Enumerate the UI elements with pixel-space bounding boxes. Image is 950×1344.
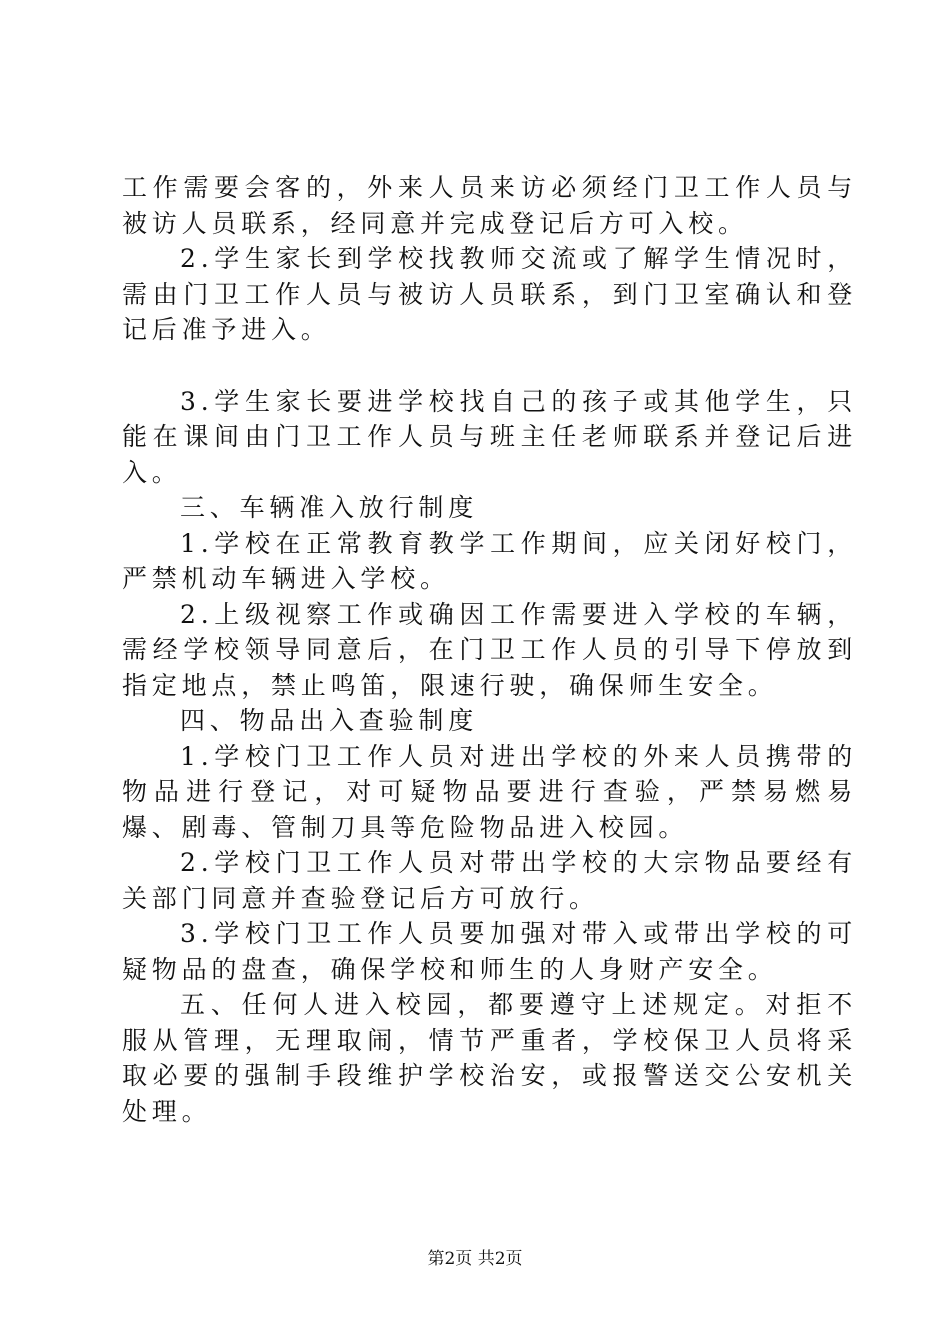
paragraph-items-3: 3.学校门卫工作人员要加强对带入或带出学校的可疑物品的盘查，确保学校和师生的人身财产安全。: [122, 919, 857, 984]
section-heading-items: 四、物品出入查验制度: [180, 706, 479, 735]
paragraph-parent-visit: 2.学生家长到学校找教师交流或了解学生情况时，需由门卫工作人员与被访人员联系，到门卫室确认和登记后准予进入。: [122, 244, 857, 344]
paragraph-continued: 工作需要会客的，外来人员来访必须经门卫工作人员与被访人员联系，经同意并完成登记后方可入校。: [122, 173, 857, 238]
paragraph-general-rule: 五、任何人进入校园，都要遵守上述规定。对拒不服从管理，无理取闹，情节严重者，学校保卫人员将采取必要的强制手段维护学校治安，或报警送交公安机关处理。: [122, 990, 857, 1126]
section-heading-vehicles: 三、车辆准入放行制度: [180, 493, 479, 522]
paragraph-vehicles-1: 1.学校在正常教育教学工作期间，应关闭好校门，严禁机动车辆进入学校。: [122, 528, 857, 593]
document-body: [122, 170, 857, 1129]
paragraph-items-1: 1.学校门卫工作人员对进出学校的外来人员携带的物品进行登记，对可疑物品要进行查验，严禁易燃易爆、剧毒、管制刀具等危险物品进入校园。: [122, 741, 857, 842]
paragraph-vehicles-2: 2.上级视察工作或确因工作需要进入学校的车辆，需经学校领导同意后，在门卫工作人员的引导下停放到指定地点，禁止鸣笛，限速行驶，确保师生安全。: [122, 599, 857, 700]
paragraph-items-2: 2.学校门卫工作人员对带出学校的大宗物品要经有关部门同意并查验登记后方可放行。: [122, 848, 857, 913]
paragraph-parent-student: 3.学生家长要进学校找自己的孩子或其他学生，只能在课间由门卫工作人员与班主任老师联系并登记后进入。: [122, 386, 857, 487]
page-footer: 第2页 共2页: [427, 1249, 523, 1269]
